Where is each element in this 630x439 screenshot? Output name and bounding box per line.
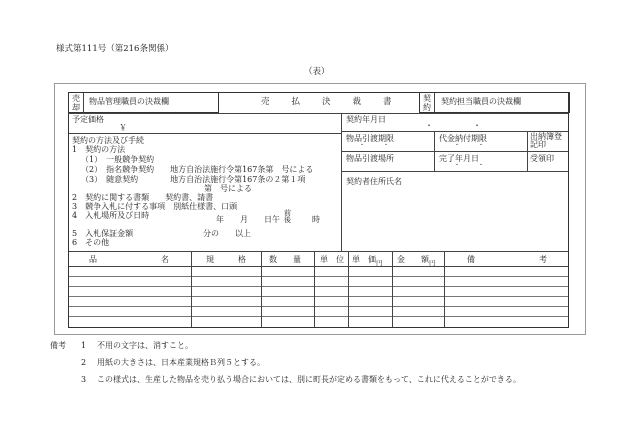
bid-deposit-fields[interactable]: 分の 以上 <box>203 229 251 238</box>
payment-deadline-label: 代金納付期限 <box>439 134 487 143</box>
procedure-heading: 契約の方法及び手続 <box>72 136 144 145</box>
estimated-price-currency[interactable]: ￥ <box>119 123 127 132</box>
col-header-item-name: 品 名 <box>89 255 169 264</box>
amount-label: 金 額 <box>397 255 429 264</box>
form-title: 売払決裁書 <box>261 97 414 107</box>
note-text: 用紙の大きさは、日本産業規格Ｂ列５とする。 <box>97 358 265 367</box>
bid-hour-label: 時 <box>312 215 320 224</box>
procedure-line: （2） 指名競争契約 地方自治法施行令第167条第 号による <box>81 165 314 174</box>
form-number: 様式第111号（第216条関係） <box>56 44 174 54</box>
note-text: 不用の文字は、消すこと。 <box>97 341 193 350</box>
procedure-line: 1 契約の方法 <box>72 145 126 154</box>
col-header-remarks: 備 考 <box>467 255 547 264</box>
contract-date-label: 契約年月日 <box>346 115 386 124</box>
completion-date-label: 完了年月日 <box>439 154 479 163</box>
left-stamp-vertical-label: 売却 <box>72 94 80 112</box>
right-stamp-vertical-label: 契約 <box>423 94 431 112</box>
bid-ampm-pm: 後 <box>284 216 291 224</box>
procedure-line: 4 入札場所及び日時 <box>72 211 150 220</box>
delivery-deadline-value[interactable]: ・ ・ <box>359 142 390 149</box>
notes-label: 備考 <box>50 341 66 350</box>
procedure-line: （3） 随意契約 地方自治法施行令第167条の２第１項 <box>81 175 306 184</box>
note-number: 2 <box>81 358 87 367</box>
ledger-stamp-label-2: 記印 <box>530 140 546 149</box>
payment-deadline-value[interactable]: ・ ・ <box>454 142 485 149</box>
procedure-line: 第 号による <box>204 184 252 193</box>
col-header-unit-price <box>352 255 383 268</box>
completion-date-value[interactable]: ・ ・ <box>454 162 485 169</box>
col-header-spec: 規 格 <box>206 255 246 264</box>
ledger-stamp-label-1: 出納簿登 <box>530 132 562 141</box>
col-header-amount <box>397 255 436 268</box>
delivery-deadline-label: 物品引渡期限 <box>346 134 394 143</box>
procedure-line: 6 その他 <box>72 238 110 247</box>
form-inner-table <box>68 92 569 328</box>
unit-price-yen: 円 <box>376 259 383 267</box>
note-number: 3 <box>81 375 87 384</box>
col-header-unit: 単 位 <box>320 255 344 264</box>
col-header-quantity: 数 量 <box>269 255 301 264</box>
procedure-line: （1） 一般競争契約 <box>81 155 155 164</box>
delivery-place-label: 物品引渡場所 <box>346 154 394 163</box>
contract-date-value[interactable]: ・ ・ <box>425 121 481 130</box>
procedure-line: 2 契約に関する書類 契約書、請書 <box>72 193 214 202</box>
procedure-line: 5 入札保証金額 <box>72 229 134 238</box>
side-label: （表） <box>304 67 330 77</box>
receipt-stamp-label: 受領印 <box>530 154 554 163</box>
unit-price-label: 単 価 <box>352 255 376 264</box>
note-text: この様式は、生産した物品を売り払う場合においては、別に町長が定める書類をもって、これに代えることができる。 <box>97 375 521 384</box>
procedure-line: 3 競争入札に付する事項 別紙仕様書、口頭 <box>72 202 238 211</box>
estimated-price-label: 予定価格 <box>72 115 104 124</box>
bid-ampm-am: 前 <box>284 209 291 217</box>
bid-date-fields[interactable]: 年 月 日午 <box>216 215 280 224</box>
amount-yen: 円 <box>429 259 436 267</box>
left-stamp-label: 物品管理職員の決裁欄 <box>89 97 169 106</box>
note-number: 1 <box>81 341 87 350</box>
right-stamp-label: 契約担当職員の決裁欄 <box>441 97 521 106</box>
contractor-label: 契約者住所氏名 <box>346 177 402 186</box>
